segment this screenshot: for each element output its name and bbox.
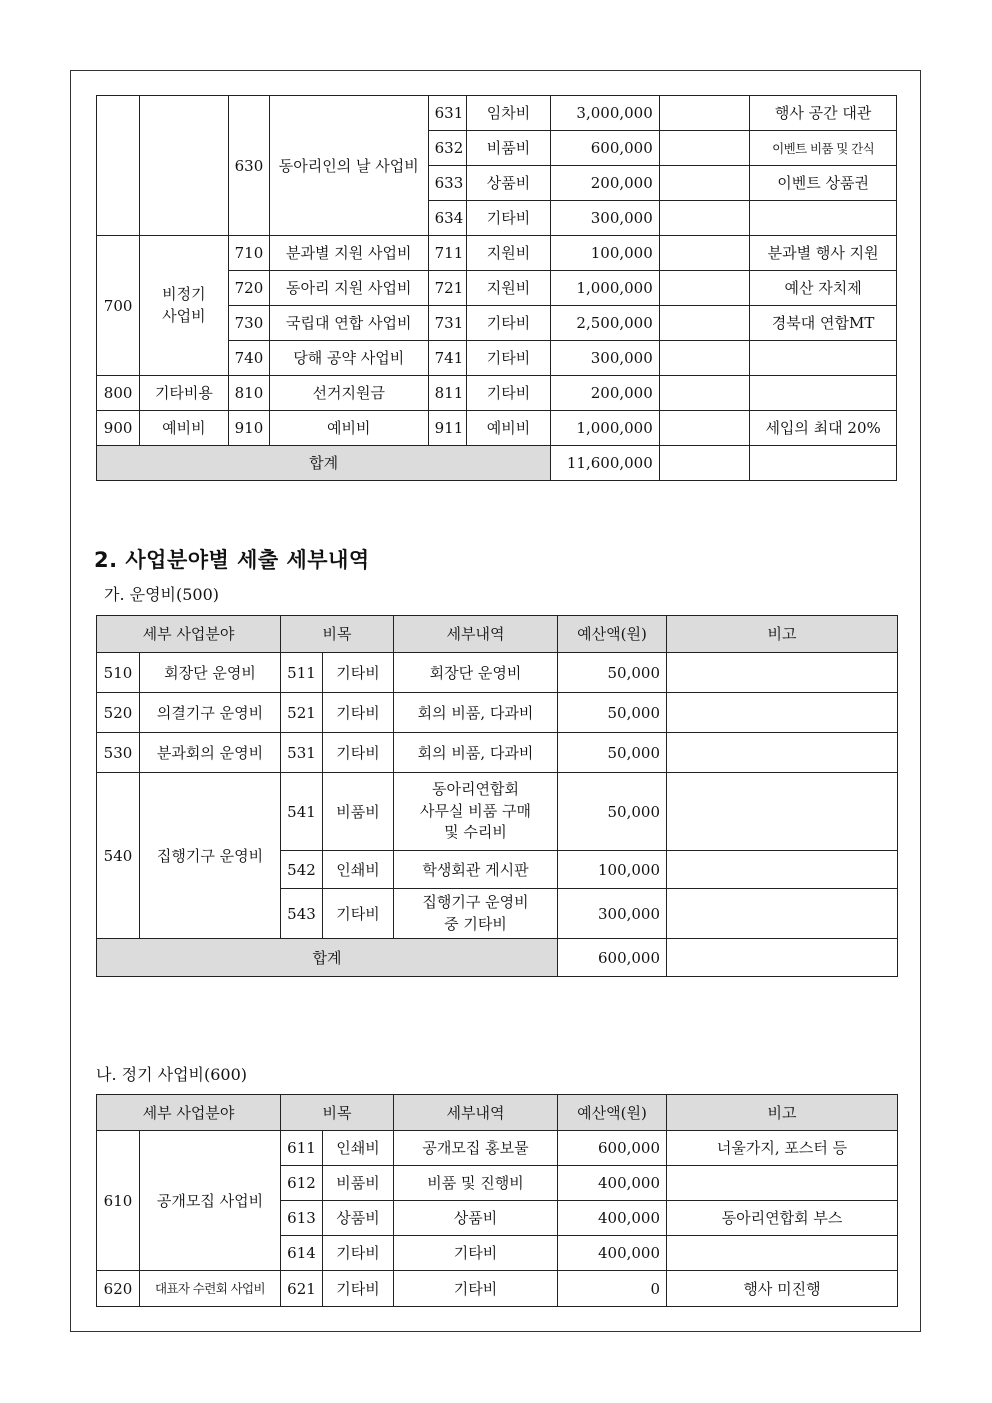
field-code-cell: 610	[97, 1131, 140, 1271]
amount-cell: 400,000	[558, 1201, 667, 1236]
item-code-cell: 521	[281, 693, 323, 733]
category-name-cell: 예비비	[140, 411, 228, 446]
header-field: 세부 사업분야	[97, 1095, 281, 1131]
sub-code-cell: 740	[228, 341, 269, 376]
amount-cell: 300,000	[551, 201, 660, 236]
amount-cell: 1,000,000	[551, 271, 660, 306]
item-name-cell: 기타비	[466, 376, 550, 411]
category-code-cell: 900	[97, 411, 140, 446]
sub-name-cell: 당해 공약 사업비	[269, 341, 428, 376]
sub-name-cell: 국립대 연합 사업비	[269, 306, 428, 341]
field-code-cell: 510	[97, 653, 140, 693]
amount-cell: 400,000	[558, 1166, 667, 1201]
item-code-cell: 634	[428, 201, 466, 236]
note-cell: 행사 미진행	[667, 1271, 898, 1307]
table-row	[97, 1131, 898, 1166]
note-cell	[667, 773, 898, 851]
amount-cell: 300,000	[551, 341, 660, 376]
amount-cell: 50,000	[558, 733, 667, 773]
header-field: 세부 사업분야	[97, 616, 281, 653]
item-name-cell: 기타비	[323, 1271, 394, 1307]
table-row	[97, 773, 898, 851]
item-name-cell: 지원비	[466, 271, 550, 306]
note-cell: 이벤트 상품권	[750, 166, 897, 201]
note-cell	[750, 376, 897, 411]
amount-cell: 3,000,000	[551, 96, 660, 131]
amount-cell: 0	[558, 1271, 667, 1307]
amount-cell: 100,000	[551, 236, 660, 271]
item-name-cell: 비품비	[466, 131, 550, 166]
sub-name-cell: 분과별 지원 사업비	[269, 236, 428, 271]
total-amount: 11,600,000	[551, 446, 660, 481]
item-code-cell: 612	[281, 1166, 323, 1201]
detail-cell: 회장단 운영비	[394, 653, 558, 693]
field-name-cell: 집행기구 운영비	[140, 773, 281, 939]
detail-cell: 기타비	[394, 1271, 558, 1307]
item-code-cell: 741	[428, 341, 466, 376]
amount-cell: 200,000	[551, 376, 660, 411]
note-cell	[750, 201, 897, 236]
category-name-cell: 기타비용	[140, 376, 228, 411]
item-name-cell: 지원비	[466, 236, 550, 271]
field-code-cell: 530	[97, 733, 140, 773]
amount-cell: 50,000	[558, 693, 667, 733]
item-name-cell: 기타비	[323, 653, 394, 693]
operating-expense-table	[96, 615, 898, 977]
field-code-cell: 620	[97, 1271, 140, 1307]
table-row	[97, 653, 898, 693]
note-cell: 너울가지, 포스터 등	[667, 1131, 898, 1166]
item-code-cell: 811	[428, 376, 466, 411]
detail-cell: 비품 및 진행비	[394, 1166, 558, 1201]
sub-code-cell: 810	[228, 376, 269, 411]
category-name-cell	[140, 96, 228, 236]
note-cell	[667, 889, 898, 939]
item-name-cell: 비품비	[323, 1166, 394, 1201]
subsection-title-operating: 가. 운영비(500)	[104, 585, 220, 604]
item-code-cell: 511	[281, 653, 323, 693]
note-cell: 예산 자치제	[750, 271, 897, 306]
amount-cell: 50,000	[558, 653, 667, 693]
item-code-cell: 633	[428, 166, 466, 201]
amount-cell: 400,000	[558, 1236, 667, 1271]
table-row	[97, 96, 897, 131]
blank-cell	[659, 446, 749, 481]
detail-cell: 학생회관 게시판	[394, 851, 558, 889]
category-code-cell: 800	[97, 376, 140, 411]
item-name-cell: 기타비	[466, 341, 550, 376]
table-row	[97, 411, 897, 446]
sub-code-cell: 710	[228, 236, 269, 271]
field-name-cell: 회장단 운영비	[140, 653, 281, 693]
item-name-cell: 인쇄비	[323, 1131, 394, 1166]
note-cell: 분과별 행사 지원	[750, 236, 897, 271]
blank-cell	[659, 376, 749, 411]
item-name-cell: 기타비	[323, 889, 394, 939]
item-code-cell: 542	[281, 851, 323, 889]
note-cell	[667, 653, 898, 693]
field-name-cell: 의결기구 운영비	[140, 693, 281, 733]
sub-name-cell: 동아리 지원 사업비	[269, 271, 428, 306]
sub-code-cell: 730	[228, 306, 269, 341]
blank-cell	[659, 236, 749, 271]
item-name-cell: 기타비	[323, 1236, 394, 1271]
blank-cell	[659, 96, 749, 131]
note-cell	[750, 341, 897, 376]
category-code-cell: 700	[97, 236, 140, 376]
sub-code-cell: 720	[228, 271, 269, 306]
blank-cell	[659, 411, 749, 446]
item-code-cell: 632	[428, 131, 466, 166]
item-code-cell: 541	[281, 773, 323, 851]
blank-cell	[659, 306, 749, 341]
table-row	[97, 733, 898, 773]
blank-cell	[659, 271, 749, 306]
header-row	[97, 616, 898, 653]
item-code-cell: 711	[428, 236, 466, 271]
note-cell: 행사 공간 대관	[750, 96, 897, 131]
item-name-cell: 기타비	[323, 693, 394, 733]
regular-project-table	[96, 1094, 898, 1307]
item-name-cell: 상품비	[323, 1201, 394, 1236]
sub-name-cell: 선거지원금	[269, 376, 428, 411]
blank-cell	[659, 166, 749, 201]
item-code-cell: 631	[428, 96, 466, 131]
detail-cell: 기타비	[394, 1236, 558, 1271]
table-row	[97, 1271, 898, 1307]
note-cell: 동아리연합회 부스	[667, 1201, 898, 1236]
note-cell: 이벤트 비품 및 간식	[750, 131, 897, 166]
amount-cell: 600,000	[558, 1131, 667, 1166]
note-cell	[667, 693, 898, 733]
header-note: 비고	[667, 1095, 898, 1131]
total-label: 합계	[97, 939, 558, 977]
note-cell	[667, 851, 898, 889]
item-code-cell: 721	[428, 271, 466, 306]
detail-cell: 집행기구 운영비 중 기타비	[394, 889, 558, 939]
field-code-cell: 520	[97, 693, 140, 733]
blank-cell	[750, 446, 897, 481]
item-name-cell: 기타비	[323, 733, 394, 773]
budget-summary-table	[96, 95, 897, 481]
item-code-cell: 611	[281, 1131, 323, 1166]
sub-name-cell: 동아리인의 날 사업비	[269, 96, 428, 236]
category-name-cell: 비정기 사업비	[140, 236, 228, 376]
header-amount: 예산액(원)	[558, 1095, 667, 1131]
item-code-cell: 531	[281, 733, 323, 773]
item-name-cell: 임차비	[466, 96, 550, 131]
detail-cell: 공개모집 홍보물	[394, 1131, 558, 1166]
detail-cell: 회의 비품, 다과비	[394, 733, 558, 773]
amount-cell: 200,000	[551, 166, 660, 201]
header-item: 비목	[281, 616, 394, 653]
amount-cell: 300,000	[558, 889, 667, 939]
blank-cell	[659, 131, 749, 166]
note-cell	[667, 1236, 898, 1271]
item-code-cell: 613	[281, 1201, 323, 1236]
total-amount: 600,000	[558, 939, 667, 977]
item-code-cell: 543	[281, 889, 323, 939]
sub-name-cell: 예비비	[269, 411, 428, 446]
amount-cell: 100,000	[558, 851, 667, 889]
item-name-cell: 인쇄비	[323, 851, 394, 889]
note-cell	[667, 733, 898, 773]
section-title: 2. 사업분야별 세출 세부내역	[94, 548, 370, 572]
category-code-cell	[97, 96, 140, 236]
item-code-cell: 911	[428, 411, 466, 446]
note-cell	[667, 1166, 898, 1201]
item-name-cell: 예비비	[466, 411, 550, 446]
total-row	[97, 939, 898, 977]
total-row	[97, 446, 897, 481]
header-amount: 예산액(원)	[558, 616, 667, 653]
subsection-title-regular: 나. 정기 사업비(600)	[96, 1065, 248, 1084]
item-name-cell: 상품비	[466, 166, 550, 201]
field-name-cell: 공개모집 사업비	[140, 1131, 281, 1271]
item-code-cell: 614	[281, 1236, 323, 1271]
blank-cell	[659, 201, 749, 236]
table-row	[97, 236, 897, 271]
table-row	[97, 376, 897, 411]
amount-cell: 600,000	[551, 131, 660, 166]
detail-cell: 동아리연합회 사무실 비품 구매 및 수리비	[394, 773, 558, 851]
header-detail: 세부내역	[394, 1095, 558, 1131]
total-label: 합계	[97, 446, 551, 481]
item-code-cell: 731	[428, 306, 466, 341]
header-detail: 세부내역	[394, 616, 558, 653]
blank-cell	[659, 341, 749, 376]
item-code-cell: 621	[281, 1271, 323, 1307]
field-name-cell: 분과회의 운영비	[140, 733, 281, 773]
table-row	[97, 693, 898, 733]
amount-cell: 50,000	[558, 773, 667, 851]
field-name-cell: 대표자 수련회 사업비	[140, 1271, 281, 1307]
detail-cell: 상품비	[394, 1201, 558, 1236]
header-row	[97, 1095, 898, 1131]
sub-code-cell: 630	[228, 96, 269, 236]
amount-cell: 2,500,000	[551, 306, 660, 341]
field-code-cell: 540	[97, 773, 140, 939]
detail-cell: 회의 비품, 다과비	[394, 693, 558, 733]
header-item: 비목	[281, 1095, 394, 1131]
note-cell: 경북대 연합MT	[750, 306, 897, 341]
item-name-cell: 기타비	[466, 306, 550, 341]
sub-code-cell: 910	[228, 411, 269, 446]
amount-cell: 1,000,000	[551, 411, 660, 446]
header-note: 비고	[667, 616, 898, 653]
note-cell: 세입의 최대 20%	[750, 411, 897, 446]
item-name-cell: 비품비	[323, 773, 394, 851]
item-name-cell: 기타비	[466, 201, 550, 236]
blank-cell	[667, 939, 898, 977]
